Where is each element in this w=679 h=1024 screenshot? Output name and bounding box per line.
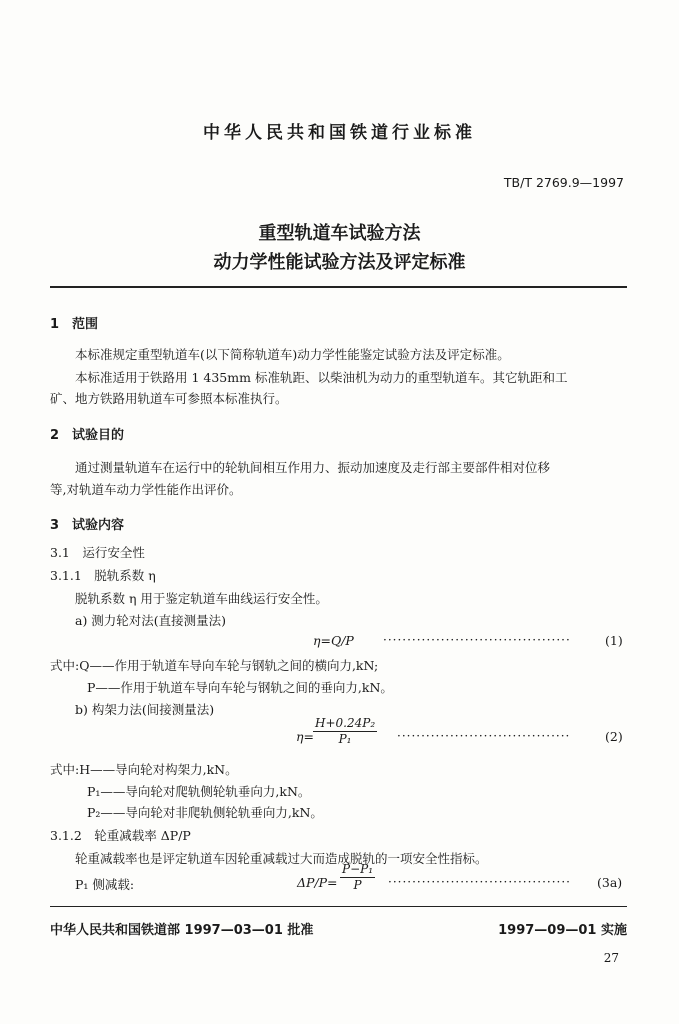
equation-1-leader: ······································· [383, 633, 571, 647]
section-3-heading: 3 试验内容 [50, 518, 125, 533]
standard-code: TB/T 2769.9—1997 [503, 175, 624, 190]
page-number: 27 [603, 951, 619, 965]
equation-3a-numerator: P−P₁ [342, 862, 374, 876]
equation-2-fraction [313, 716, 377, 747]
equation-3a-fraction [340, 862, 375, 893]
document-title-line1: 重型轨道车试验方法 [258, 223, 421, 244]
equation-1-number: (1) [605, 633, 623, 648]
section-1-para-2b: 矿、地方铁路用轨道车可参照本标准执行。 [50, 391, 288, 406]
section-1-heading: 1 范围 [50, 317, 99, 332]
section-3-1-1-heading: 3.1.1 脱轨系数 η [50, 568, 156, 583]
section-3-1-1-text: 脱轨系数 η 用于鉴定轨道车曲线运行安全性。 [75, 591, 328, 606]
section-3-1-2-text: 轮重减载率也是评定轨道车因轮重减载过大而造成脱轨的一项安全性指标。 [75, 851, 488, 866]
equation-3a-leader: ······································ [388, 875, 571, 889]
document-title-line2: 动力学性能试验方法及评定标准 [213, 252, 466, 273]
section-2-para-a: 通过测量轨道车在运行中的轮轨间相互作用力、振动加速度及走行部主要部件相对位移 [75, 460, 551, 475]
method-b-label: b) 构架力法(间接测量法) [75, 702, 215, 717]
equation-3a-denominator: P [353, 878, 362, 892]
footer-divider [50, 906, 627, 907]
issue-date: 中华人民共和国铁道部 1997—03—01 批准 [50, 923, 314, 938]
where-h: 式中:H——导向轮对构架力,kN。 [50, 762, 238, 777]
section-2-heading: 2 试验目的 [50, 428, 125, 443]
section-1-para-1: 本标准规定重型轨道车(以下简称轨道车)动力学性能鉴定试验方法及评定标准。 [75, 347, 510, 362]
equation-2-lhs: η= [296, 729, 314, 744]
equation-3a-lhs: ΔP/P= [297, 875, 338, 890]
p1-side-label: P₁ 侧减载: [75, 877, 135, 892]
title-divider [50, 286, 627, 288]
where-p: P——作用于轨道车导向车轮与钢轨之间的垂向力,kN。 [87, 680, 393, 695]
equation-2-number: (2) [605, 729, 623, 744]
section-1-para-2a: 本标准适用于铁路用 1 435mm 标准轨距、以柴油机为动力的重型轨道车。其它轨距和工 [75, 370, 568, 385]
equation-1: η=Q/P [313, 633, 354, 648]
effective-date: 1997—09—01 实施 [498, 923, 627, 938]
equation-2-leader: ···································· [397, 729, 571, 743]
where-p2: P₂——导向轮对非爬轨侧轮轨垂向力,kN。 [87, 805, 323, 820]
equation-2-numerator: H+0.24P₂ [315, 716, 376, 730]
method-a-label: a) 测力轮对法(直接测量法) [75, 613, 227, 628]
where-p1: P₁——导向轮对爬轨侧轮轨垂向力,kN。 [87, 784, 311, 799]
org-title: 中华人民共和国铁道行业标准 [203, 123, 476, 143]
section-3-1-heading: 3.1 运行安全性 [50, 545, 145, 560]
section-2-para-b: 等,对轨道车动力学性能作出评价。 [50, 482, 242, 497]
equation-2-denominator: P₁ [338, 732, 352, 746]
equation-3a-number: (3a) [597, 875, 623, 890]
where-q: 式中:Q——作用于轨道车导向车轮与钢轨之间的横向力,kN; [50, 658, 379, 673]
section-3-1-2-heading: 3.1.2 轮重减载率 ΔP/P [50, 828, 191, 843]
